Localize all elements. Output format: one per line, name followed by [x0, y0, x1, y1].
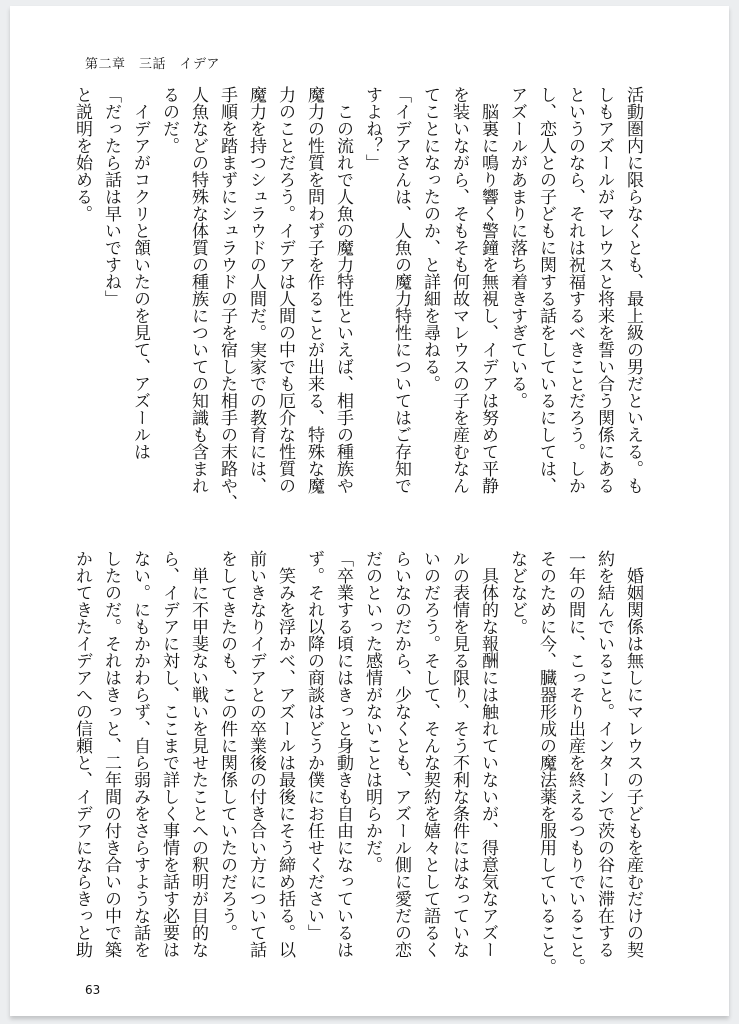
text-column: を装いながら、そもそも何故マレウスの子を産むなん [449, 86, 469, 494]
text-column: しもアズールがマレウスと将来を誓い合う関係にある [594, 86, 614, 494]
text-column: 手順を踏まずにシュラウドの子を宿した相手の末路や、 [217, 86, 237, 511]
text-column: 力のことだろう。イデアは人間の中でも厄介な性質の [275, 86, 295, 494]
text-column: すよね？」 [362, 86, 382, 171]
text-column: し、恋人との子どもに関する話をしているにしては、 [536, 86, 556, 494]
text-column: 一年の間に、こっそり出産を終えるつもりでいること。 [565, 550, 585, 975]
text-column: 具体的な報酬には触れていないが、得意気なアズー [478, 550, 498, 958]
text-column: 前いきなりイデアとの卒業後の付き合い方について話 [246, 550, 266, 958]
text-column: 人魚などの特殊な体質の種族についての知識も含まれ [188, 86, 208, 494]
text-column: 「だったら話は早いですね」 [101, 86, 121, 307]
text-column: ら、イデアに対し、ここまで詳しく事情を話す必要は [159, 550, 179, 958]
text-column: てことになったのか、と詳細を尋ねる。 [420, 86, 440, 392]
text-column: らいなのだから、少なくとも、アズール側に愛だの恋 [391, 550, 411, 958]
text-column: 約を結んでいること。インターンで茨の谷に滞在する [594, 550, 614, 958]
text-column: いのだろう。そして、そんな契約を嬉々として語るく [420, 550, 440, 958]
text-column: 笑みを浮かべ、アズールは最後にそう締め括る。以 [275, 550, 295, 958]
book-page [10, 6, 729, 1016]
text-column: 「卒業する頃にはきっと身動きも自由になっているは [333, 550, 353, 958]
text-column: 魔力を持つシュラウドの人間だ。実家での教育には、 [246, 86, 266, 494]
page-number: 63 [85, 983, 101, 997]
text-column: この流れで人魚の魔力特性といえば、相手の種族や [333, 86, 353, 494]
text-column: ない。にもかかわらず、自ら弱みをさらすような話を [130, 550, 150, 958]
text-column: をしてきたのも、この件に関係していたのだろう。 [217, 550, 237, 941]
text-column: 単に不甲斐ない戦いを見せたことへの釈明が目的な [188, 550, 208, 958]
text-column: かれてきたイデアへの信頼と、イデアにならきっと助 [72, 550, 92, 958]
text-column: などなど。 [507, 550, 527, 635]
text-column: したのだ。それはきっと、二年間の付き合いの中で築 [101, 550, 121, 958]
text-column: ず。それ以降の商談はどうか僕にお任せください」 [304, 550, 324, 941]
text-column: 魔力の性質を問わず子を作ることが出来る、特殊な魔 [304, 86, 324, 494]
text-column: というのなら、それは祝福するべきことだろう。しか [565, 86, 585, 494]
running-header: 第二章 三話 イデア [85, 57, 221, 72]
text-column: と説明を始める。 [72, 86, 92, 222]
text-column: 「イデアさんは、人魚の魔力特性についてはご存知で [391, 86, 411, 494]
text-column: ルの表情を見る限り、そう不利な条件にはなっていな [449, 550, 469, 958]
text-column: そのために今、臓器形成の魔法薬を服用していること。 [536, 550, 556, 975]
text-column: 活動圏内に限らなくとも、最上級の男だといえる。も [623, 86, 643, 494]
text-column: 脳裏に鳴り響く警鐘を無視し、イデアは努めて平静 [478, 86, 498, 494]
text-column: だのといった感情がないことは明らかだ。 [362, 550, 382, 873]
text-column: アズールがあまりに落ち着きすぎている。 [507, 86, 527, 409]
text-column: 婚姻関係は無しにマレウスの子どもを産むだけの契 [623, 550, 643, 958]
text-column: イデアがコクリと頷いたのを見て、アズールは [130, 86, 150, 460]
text-column: るのだ。 [159, 86, 179, 154]
